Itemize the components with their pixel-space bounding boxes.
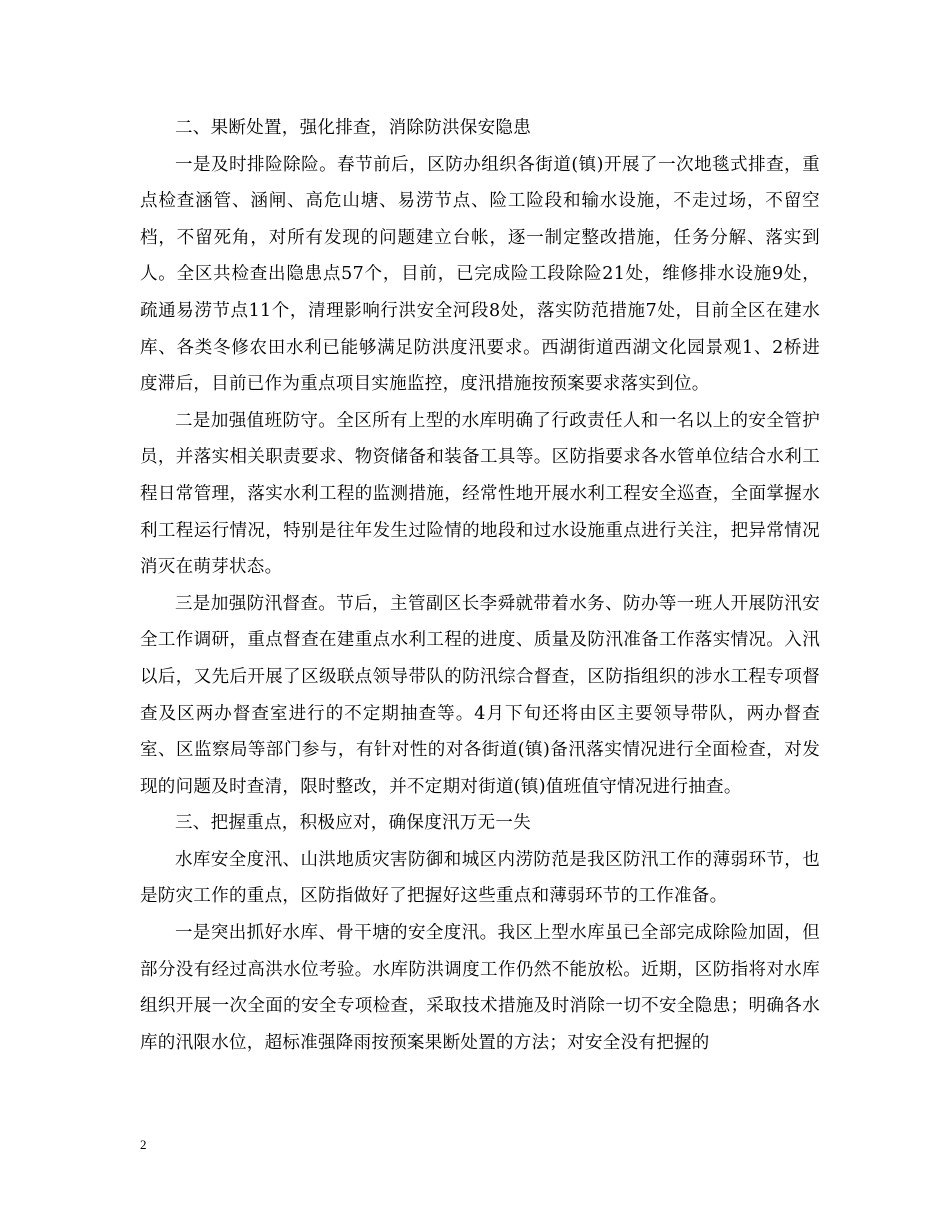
paragraph-risk-elimination: 一是及时排险除险。春节前后，区防办组织各街道(镇)开展了一次地毯式排查，重点检查涵管、涵闸、高危山塘、易涝节点、险工险段和输水设施，不走过场，不留空档，不留死角，对所有发现的问题建立台帐，逐一制定整改措施，任务分解、落实到人。全区共检查出隐患点57个，目前，已完成险工段除险21处，维修排水设施9处，疏通易涝节点11个，清理影响行洪安全河段8处，落实防范措施7处，目前全区在建水库、各类冬修农田水利已能够满足防洪度汛要求。西湖街道西湖文化园景观1、2桥进度滞后，目前已作为重点项目实施监控，度汛措施按预案要求落实到位。 [140, 154, 820, 395]
paragraph-flood-inspection: 三是加强防汛督查。节后，主管副区长李舜就带着水务、防办等一班人开展防汛安全工作调研，重点督查在建重点水利工程的进度、质量及防汛准备工作落实情况。入汛以后，又先后开展了区级联点领导带队的防汛综合督查，区防指组织的涉水工程专项督查及区两办督查室进行的不定期抽查等。4月下旬还将由区主要领导带队，两办督查室、区监察局等部门参与，有针对性的对各街道(镇)备汛落实情况进行全面检查，对发现的问题及时查清，限时整改，并不定期对街道(镇)值班值守情况进行抽查。 [140, 593, 820, 797]
paragraph-weak-links: 水库安全度汛、山洪地质灾害防御和城区内涝防范是我区防汛工作的薄弱环节，也是防灾工作的重点，区防指做好了把握好这些重点和薄弱环节的工作准备。 [140, 849, 820, 907]
paragraph-reservoir-safety: 一是突出抓好水库、骨干塘的安全度汛。我区上型水库虽已全部完成除险加固，但部分没有经过高洪水位考验。水库防洪调度工作仍然不能放松。近期，区防指将对水库组织开展一次全面的安全专项检查，采取技术措施及时消除一切不安全隐患；明确各水库的汛限水位，超标准强降雨按预案果断处置的方法；对安全没有把握的 [140, 923, 820, 1053]
document-body [140, 110, 820, 1061]
page-number: 2 [140, 1137, 147, 1152]
section-heading-2: 二、果断处置，强化排查，消除防洪保安隐患 [175, 118, 531, 138]
section-heading-3: 三、把握重点，积极应对，确保度汛万无一失 [175, 813, 531, 834]
paragraph-duty-defense: 二是加强值班防守。全区所有上型的水库明确了行政责任人和一名以上的安全管护员，并落实相关职责要求、物资储备和装备工具等。区防指要求各水管单位结合水利工程日常管理，落实水利工程的监测措施，经常性地开展水利工程安全巡查，全面掌握水利工程运行情况，特别是往年发生过险情的地段和过水设施重点进行关注，把异常情况消灭在萌芽状态。 [140, 410, 820, 578]
